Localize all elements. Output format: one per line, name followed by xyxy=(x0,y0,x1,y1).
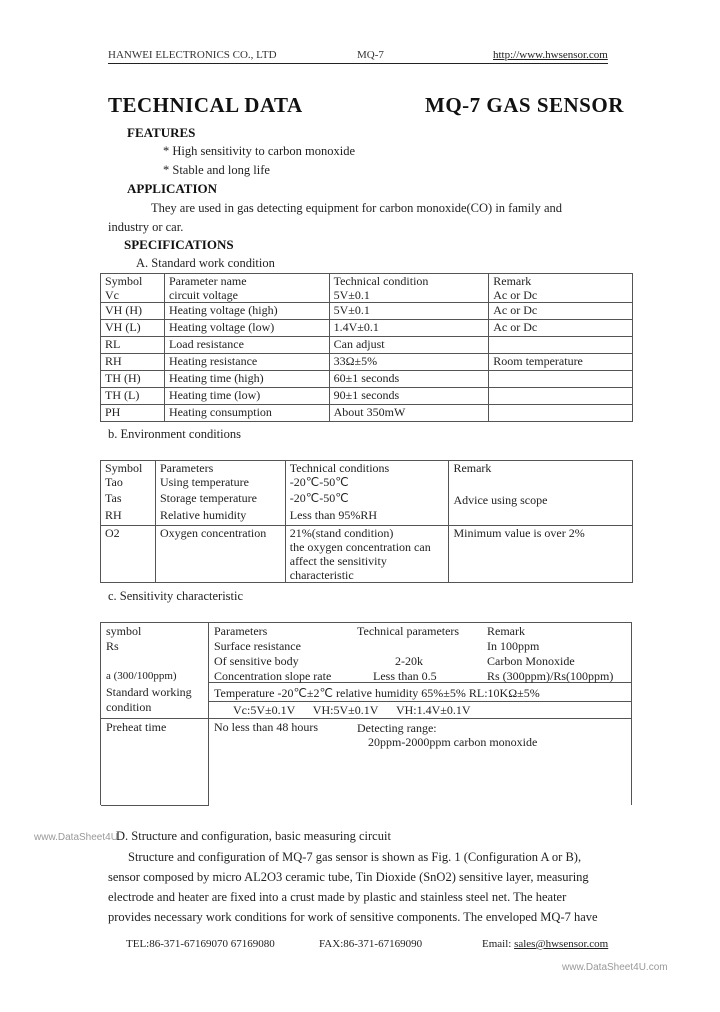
table-header-cell: Parameters xyxy=(155,461,285,476)
table-standard-work-condition xyxy=(100,273,633,422)
page-title-product: MQ-7 GAS SENSOR xyxy=(425,93,624,117)
table-cell: Heating voltage (low) xyxy=(164,320,329,337)
table-header-cell: Parameter name xyxy=(164,274,329,289)
table-row xyxy=(101,337,633,354)
table-cell: Load resistance xyxy=(164,337,329,354)
watermark-text: www.DataSheet4U xyxy=(34,832,118,843)
table-cell: Ac or Dc xyxy=(489,303,633,320)
table-header-cell: Technical condition xyxy=(329,274,489,289)
table-cell: Relative humidity xyxy=(155,508,285,525)
table-cell: condition xyxy=(106,700,152,714)
table-row xyxy=(101,288,633,303)
table-cell: TH (L) xyxy=(101,388,165,405)
table-header-cell: Remark xyxy=(487,624,525,638)
table-cell: 5V±0.1 xyxy=(329,288,489,303)
paragraph-line: provides necessary work conditions for work of sensitive components. The enveloped MQ-7 have xyxy=(108,910,598,924)
header-url-link[interactable]: http://www.hwsensor.com xyxy=(493,49,608,61)
table-cell: VH (L) xyxy=(101,320,165,337)
page-title: TECHNICAL DATA xyxy=(108,93,303,117)
footer-watermark: www.DataSheet4U.com xyxy=(562,962,668,973)
table-environment-conditions xyxy=(100,460,633,583)
table-cell: 5V±0.1 xyxy=(329,303,489,320)
table-cell xyxy=(489,405,633,422)
table-cell: 60±1 seconds xyxy=(329,371,489,388)
section-d-paragraph xyxy=(108,847,608,927)
table-cell: Heating time (low) xyxy=(164,388,329,405)
footer-email-link[interactable]: sales@hwsensor.com xyxy=(514,938,609,950)
footer-email xyxy=(482,938,608,950)
table-cell: 33Ω±5% xyxy=(329,354,489,371)
footer-fax: FAX:86-371-67169090 xyxy=(319,938,423,950)
table-cell: Heating consumption xyxy=(164,405,329,422)
table-cell: VH (H) xyxy=(101,303,165,320)
table-header-cell: Technical conditions xyxy=(285,461,449,476)
table-cell: Tas xyxy=(101,491,156,508)
table-row xyxy=(101,405,633,422)
paragraph-line: Structure and configuration of MQ-7 gas sensor is shown as Fig. 1 (Configuration A or B), xyxy=(128,850,582,864)
table-sensitivity-characteristic xyxy=(100,622,632,805)
table-cell: No less than 48 hours xyxy=(214,720,318,734)
table-cell: Preheat time xyxy=(106,720,167,734)
table-cell: Tao xyxy=(101,475,156,491)
table-header-cell: Parameters xyxy=(214,624,268,638)
table-cell: About 350mW xyxy=(329,405,489,422)
header-divider xyxy=(108,63,608,64)
row-divider xyxy=(101,718,632,719)
o2-condition-line: 21%(stand condition) xyxy=(289,525,394,540)
table-cell xyxy=(489,371,633,388)
table-cell: RL xyxy=(101,337,165,354)
header-company: HANWEI ELECTRONICS CO., LTD xyxy=(108,49,277,61)
table-header-cell: Remark xyxy=(489,274,633,289)
table-cell: Carbon Monoxide xyxy=(487,654,575,668)
table-cell: Less than 0.5 xyxy=(373,669,437,683)
features-heading: FEATURES xyxy=(127,125,196,140)
table-row xyxy=(101,371,633,388)
remark-advice: Advice using scope xyxy=(453,493,548,507)
feature-item: * High sensitivity to carbon monoxide xyxy=(163,144,355,158)
remark-header: Remark xyxy=(453,461,492,475)
row-divider xyxy=(208,701,632,702)
paragraph-line: electrode and heater are fixed into a crust made by plastic and stainless steel net. The heater xyxy=(108,890,567,904)
table-cell: 90±1 seconds xyxy=(329,388,489,405)
footer-email-label: Email: xyxy=(482,938,515,950)
table-cell: -20℃-50℃ xyxy=(285,491,449,508)
table-cell: Ac or Dc xyxy=(489,320,633,337)
table-row xyxy=(101,525,633,582)
specifications-heading: SPECIFICATIONS xyxy=(124,237,234,252)
table-cell: Ac or Dc xyxy=(489,288,633,303)
table-cell: Using temperature xyxy=(155,475,285,491)
table-cell: In 100ppm xyxy=(487,639,540,653)
section-d-heading: D. Structure and configuration, basic measuring circuit xyxy=(116,829,391,843)
table-cell: Heating time (high) xyxy=(164,371,329,388)
table-cell: Vc:5V±0.1V VH:5V±0.1V VH:1.4V±0.1V xyxy=(233,703,471,717)
table-cell: Rs xyxy=(106,639,119,653)
table-cell: Vc xyxy=(101,288,165,303)
table-cell: Less than 95%RH xyxy=(285,508,449,525)
table-cell xyxy=(489,337,633,354)
table-header-cell: Symbol xyxy=(101,461,156,476)
application-text-1: They are used in gas detecting equipment for carbon monoxide(CO) in family and xyxy=(151,201,562,215)
table-a-label: A. Standard work condition xyxy=(136,256,275,270)
table-cell: Heating resistance xyxy=(164,354,329,371)
feature-item: * Stable and long life xyxy=(163,163,270,177)
table-cell: Minimum value is over 2% xyxy=(449,525,633,582)
paragraph-line: sensor composed by micro AL2O3 ceramic tube, Tin Dioxide (SnO2) sensitive layer, measuring xyxy=(108,870,589,884)
table-row xyxy=(101,274,633,289)
table-row xyxy=(101,320,633,337)
table-cell: RH xyxy=(101,508,156,525)
table-header-cell: Symbol xyxy=(101,274,165,289)
table-row xyxy=(101,388,633,405)
table-cell: Storage temperature xyxy=(155,491,285,508)
table-cell: O2 xyxy=(101,525,156,582)
table-cell: 2-20k xyxy=(395,654,423,668)
table-cell: -20℃-50℃ xyxy=(285,475,449,491)
header-model: MQ-7 xyxy=(357,49,384,61)
table-cell: Of sensitive body xyxy=(214,654,299,668)
application-text-2: industry or car. xyxy=(108,220,184,234)
table-cell: Heating voltage (high) xyxy=(164,303,329,320)
table-cell xyxy=(489,388,633,405)
table-cell: PH xyxy=(101,405,165,422)
table-cell: Rs (300ppm)/Rs(100ppm) xyxy=(487,669,614,683)
table-cell: Concentration slope rate xyxy=(214,669,332,683)
table-cell: 20ppm-2000ppm carbon monoxide xyxy=(368,735,538,749)
application-heading: APPLICATION xyxy=(127,181,218,196)
row-divider xyxy=(101,805,208,806)
table-header-cell xyxy=(449,461,633,526)
table-row xyxy=(101,461,633,476)
table-cell: circuit voltage xyxy=(164,288,329,303)
header-url[interactable] xyxy=(493,49,608,61)
table-cell: 1.4V±0.1 xyxy=(329,320,489,337)
table-cell: TH (H) xyxy=(101,371,165,388)
footer-tel: TEL:86-371-67169070 67169080 xyxy=(126,938,275,950)
table-cell: Oxygen concentration xyxy=(155,525,285,582)
o2-condition-line: affect the sensitivity xyxy=(289,553,387,568)
table-cell: RH xyxy=(101,354,165,371)
table-cell: Detecting range: xyxy=(357,721,437,735)
table-cell: a (300/100ppm) xyxy=(106,670,177,682)
table-b-label: b. Environment conditions xyxy=(108,427,241,441)
column-divider xyxy=(208,623,209,806)
o2-condition-line: characteristic xyxy=(289,567,354,582)
table-cell: Can adjust xyxy=(329,337,489,354)
table-c-label: c. Sensitivity characteristic xyxy=(108,589,244,603)
table-cell: Standard working xyxy=(106,685,192,699)
table-row xyxy=(101,354,633,371)
table-cell: Room temperature xyxy=(489,354,633,371)
table-header-cell: Technical parameters xyxy=(357,624,460,638)
table-cell xyxy=(285,525,449,582)
table-row xyxy=(101,303,633,320)
table-cell: Temperature -20℃±2℃ relative humidity 65%±5% RL:10KΩ±5% xyxy=(214,686,540,700)
o2-condition-line: the oxygen concentration can xyxy=(289,539,431,554)
table-cell: Surface resistance xyxy=(214,639,301,653)
table-header-cell: symbol xyxy=(106,624,142,638)
